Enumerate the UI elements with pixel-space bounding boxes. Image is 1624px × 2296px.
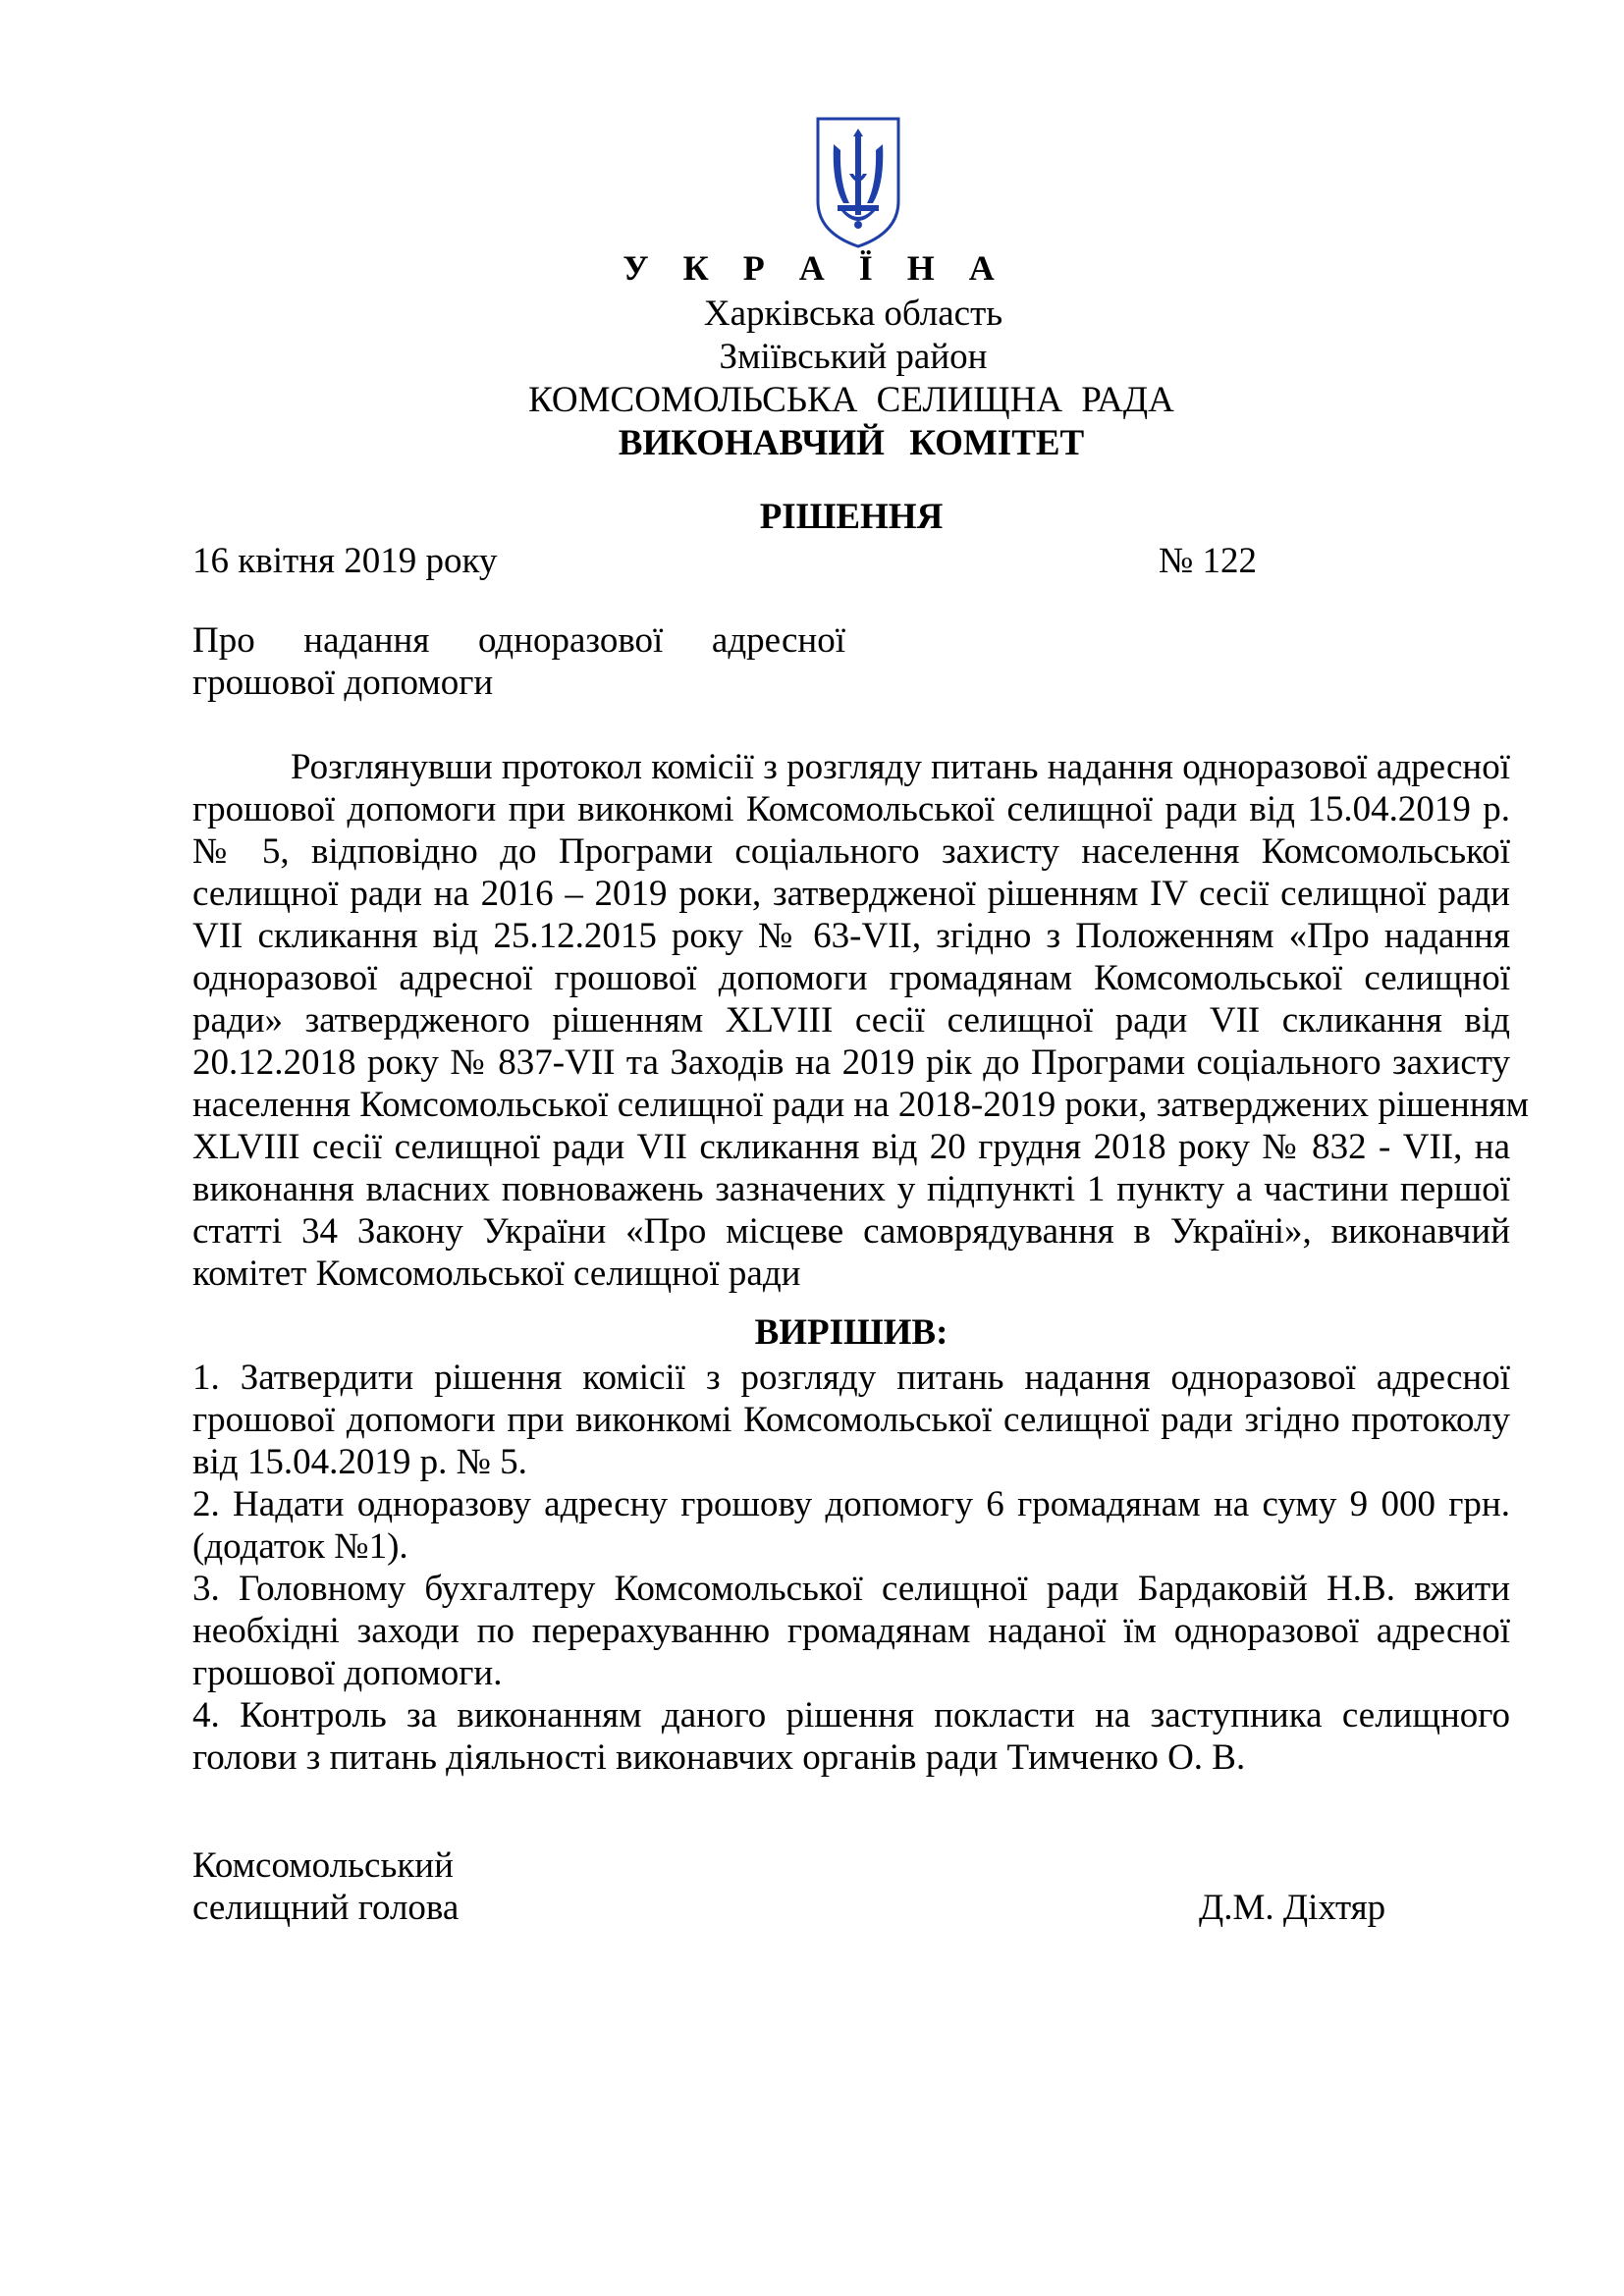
body-line: XLVIII сесії селищної ради VII скликання від 20 грудня 2018 року № 832 - VII, на — [192, 1127, 1510, 1167]
resolved-heading: ВИРІШИВ: — [754, 1312, 948, 1353]
resolution-items — [192, 1357, 1510, 1779]
body-line: Розглянувши протокол комісії з розгляду питань надання одноразової адресної — [291, 747, 1510, 787]
preamble-paragraph — [192, 746, 1530, 1295]
decision-subject — [192, 619, 845, 704]
subject-line: Про надання одноразової адресної — [192, 620, 845, 661]
item-line: грошової допомоги. — [192, 1653, 503, 1693]
body-line: № 5, відповідно до Програми соціального захисту населення Комсомольської — [192, 831, 1510, 872]
item-line: грошової допомоги при виконкомі Комсомольської селищної ради згідно протоколу — [192, 1400, 1510, 1440]
decision-date: 16 квітня 2019 року — [192, 541, 498, 581]
body-line: населення Комсомольської селищної ради на 2018-2019 роки, затверджених рішенням — [192, 1085, 1530, 1125]
body-line: статті 34 Закону України «Про місцеве самоврядування в Україні», виконавчий — [192, 1211, 1510, 1252]
body-line: одноразової адресної грошової допомоги громадянам Комсомольської селищної — [192, 958, 1510, 998]
item-line: (додаток №1). — [192, 1526, 408, 1567]
signatory-name: Д.М. Діхтяр — [1199, 1888, 1386, 1928]
council-name: КОМСОМОЛЬСЬКА СЕЛИЩНА РАДА — [528, 380, 1174, 420]
country-name: У К Р А Ї Н А — [623, 248, 1007, 288]
item-line: 2. Надати одноразову адресну грошову допомогу 6 громадянам на суму 9 000 грн. — [192, 1484, 1510, 1524]
body-line: 20.12.2018 року № 837-VII та Заходів на 2019 рік до Програми соціального захисту — [192, 1042, 1510, 1083]
item-line: 4. Контроль за виконанням даного рішення покласти на заступника селищного — [192, 1695, 1510, 1735]
item-line: необхідні заходи по перерахуванню громадянам наданої їм одноразової адресної — [192, 1611, 1510, 1651]
decision-number: № 122 — [1159, 541, 1258, 581]
district-name: Зміївський район — [719, 337, 988, 377]
subject-line: грошової допомоги — [192, 663, 494, 703]
coat-of-arms-icon — [814, 115, 902, 250]
decision-title: РІШЕННЯ — [759, 497, 944, 537]
body-line: комітет Комсомольської селищної ради — [192, 1254, 801, 1294]
item-line: від 15.04.2019 р. № 5. — [192, 1442, 527, 1482]
region-name: Харківська область — [703, 294, 1003, 334]
body-line: ради» затвердженого рішенням XLVIII сесії селищної ради VII скликання від — [192, 1000, 1510, 1041]
body-line: виконання власних повноважень зазначених у підпункті 1 пункту а частини першої — [192, 1169, 1510, 1209]
signatory-title: селищний голова — [192, 1888, 460, 1928]
body-line: селищної ради на 2016 – 2019 роки, затвердженої рішенням IV сесії селищної ради — [192, 874, 1510, 914]
item-line: 1. Затвердити рішення комісії з розгляду питань надання одноразової адресної — [192, 1358, 1510, 1398]
item-line: голови з питань діяльності виконавчих органів ради Тимченко О. В. — [192, 1737, 1246, 1778]
item-line: 3. Головному бухгалтеру Комсомольської селищної ради Бардаковій Н.В. вжити — [192, 1569, 1510, 1609]
committee-name: ВИКОНАВЧИЙ КОМІТЕТ — [618, 423, 1085, 463]
signatory-title: Комсомольський — [192, 1845, 454, 1886]
body-line: грошової допомоги при виконкомі Комсомольської селищної ради від 15.04.2019 р. — [192, 789, 1510, 829]
body-line: VII скликання від 25.12.2015 року № 63-VII, згідно з Положенням «Про надання — [192, 916, 1510, 956]
